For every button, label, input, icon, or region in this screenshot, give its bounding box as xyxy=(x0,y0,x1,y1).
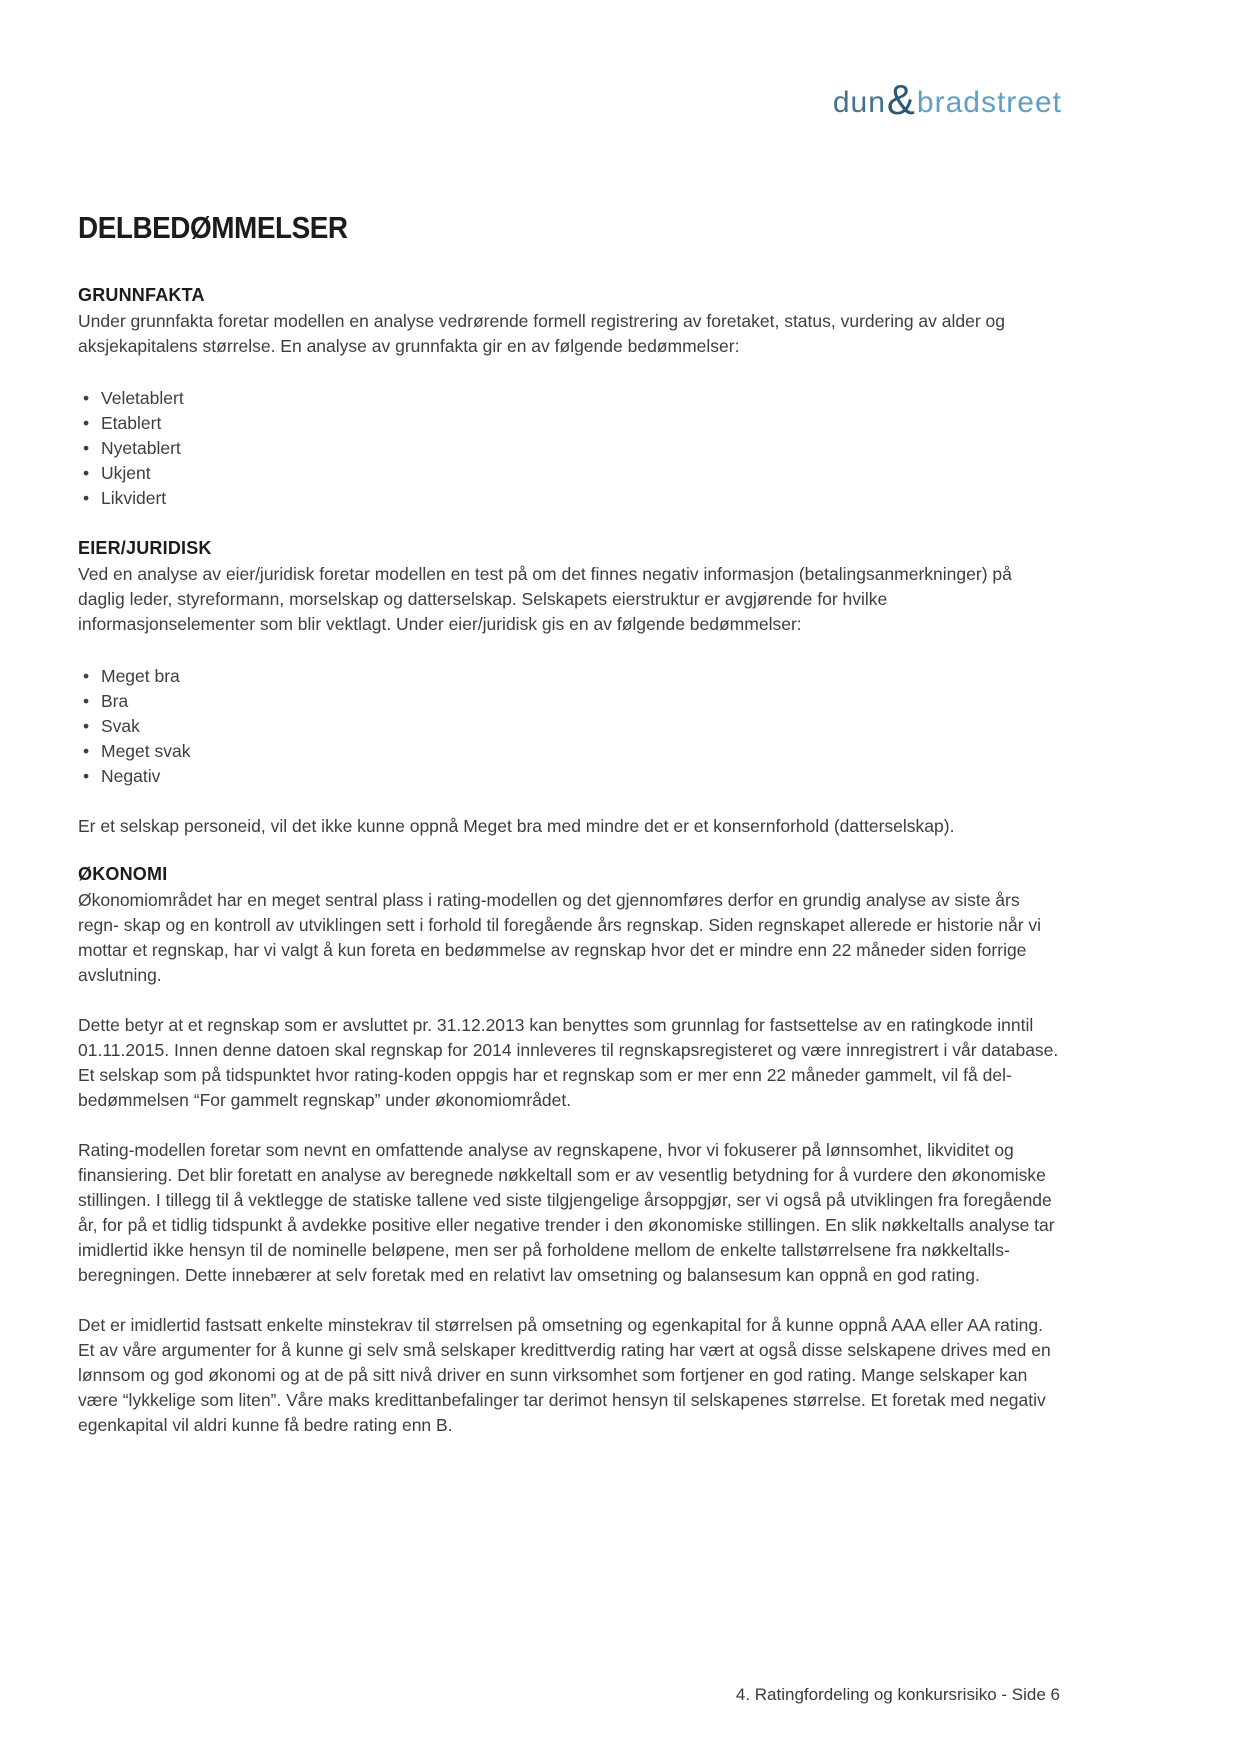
logo-text-dun: dun xyxy=(832,86,886,119)
document-content xyxy=(78,0,1063,1438)
section-eier-juridisk xyxy=(78,536,1063,839)
list-item: • Ukjent xyxy=(83,461,1063,486)
list-item: • Likvidert xyxy=(83,486,1063,511)
okonomi-paragraph: Dette betyr at et regnskap som er avsluttet pr. 31.12.2013 kan benyttes som grunnlag for fastsettelse av en ratingkode inntil 01.11.2015. Innen denne datoen skal regnskap for 2014 innleveres til regnskapsregisteret og være innregistrert i vår database. Et selskap som på tidspunktet hvor rating-koden oppgis har et regnskap som er mer enn 22 måneder gammelt, vil få del- bedømmelsen “For gammelt regnskap” under økonomiområdet. xyxy=(78,1015,1059,1110)
list-item: • Bra xyxy=(83,689,1063,714)
list-item: • Svak xyxy=(83,714,1063,739)
section-okonomi-heading: ØKONOMI xyxy=(78,864,168,884)
logo-text-bradstreet: bradstreet xyxy=(916,86,1062,119)
okonomi-paragraph: Det er imidlertid fastsatt enkelte minstekrav til størrelsen på omsetning og egenkapital for å kunne oppnå AAA eller AA rating. Et av våre argumenter for å kunne gi selv små selskaper kredittverdig rating har vært at også disse selskapene drives med en lønnsom og god økonomi og at de på sitt nivå driver en sunn virksomhet som fortjener en god rating. Mange selskaper kan være “lykkelige som liten”. Våre maks kredittanbefalinger tar derimot hensyn til selskapenes størrelse. Et foretak med negativ egenkapital vil aldri kunne få bedre rating enn B. xyxy=(78,1315,1051,1435)
section-eier-juridisk-note: Er et selskap personeid, vil det ikke kunne oppnå Meget bra med mindre det er et konsernforhold (datterselskap). xyxy=(78,816,955,836)
section-eier-juridisk-intro: Ved en analyse av eier/juridisk foretar modellen en test på om det finnes negativ informasjon (betalingsanmerkninger) på daglig leder, styreformann, morselskap og datterselskap. Selskapets eierstruktur er avgjørende for hvilke informasjonselementer som blir vektlagt. Under eier/juridisk gis en av følgende bedømmelser: xyxy=(78,564,1012,634)
list-item: • Nyetablert xyxy=(83,436,1063,461)
page-title: DELBEDØMMELSER xyxy=(78,210,348,245)
section-grunnfakta-intro: Under grunnfakta foretar modellen en analyse vedrørende formell registrering av foretaket, status, vurdering av alder og aksjekapitalens størrelse. En analyse av grunnfakta gir en av følgende bedømmelser: xyxy=(78,311,1006,356)
section-eier-juridisk-heading: EIER/JURIDISK xyxy=(78,538,212,558)
eier-juridisk-bullet-list xyxy=(78,664,1063,789)
list-item: • Meget bra xyxy=(83,664,1063,689)
okonomi-paragraph: Rating-modellen foretar som nevnt en omfattende analyse av regnskapene, hvor vi fokuserer på lønnsomhet, likviditet og finansiering. Det blir foretatt en analyse av beregnede nøkkeltall som er av vesentlig betydning for å vurdere den økonomiske stillingen. I tillegg til å vektlegge de statiske tallene ved siste tilgjengelige årsoppgjør, ser vi også på utviklingen fra foregående år, for på et tidlig tidspunkt å avdekke positive eller negative trender i den økonomiske stillingen. En slik nøkkeltalls analyse tar imidlertid ikke hensyn til de nominelle beløpene, men ser på forholdene mellom de enkelte tallstørrelsene fra nøkkeltalls- beregningen. Dette innebærer at selv foretak med en relativt lav omsetning og balansesum kan oppnå en god rating. xyxy=(78,1140,1055,1285)
section-grunnfakta xyxy=(78,283,1063,511)
list-item: • Meget svak xyxy=(83,739,1063,764)
list-item: • Negativ xyxy=(83,764,1063,789)
section-okonomi xyxy=(78,862,1063,1438)
okonomi-paragraph: Økonomiområdet har en meget sentral plass i rating-modellen og det gjennomføres derfor en grundig analyse av siste års regn- skap og en kontroll av utviklingen sett i forhold til foregående års regnskap. Siden regnskapet allerede er historie når vi mottar et regnskap, har vi valgt å kun foreta en bedømmelse av regnskap hvor det er mindre enn 22 måneder siden forrige avslutning. xyxy=(78,890,1042,985)
logo-ampersand-icon: & xyxy=(886,76,916,123)
list-item: • Veletablert xyxy=(83,386,1063,411)
page-footer: 4. Ratingfordeling og konkursrisiko - Side 6 xyxy=(735,1685,1060,1704)
section-grunnfakta-heading: GRUNNFAKTA xyxy=(78,285,205,305)
list-item: • Etablert xyxy=(83,411,1063,436)
grunnfakta-bullet-list xyxy=(78,386,1063,511)
